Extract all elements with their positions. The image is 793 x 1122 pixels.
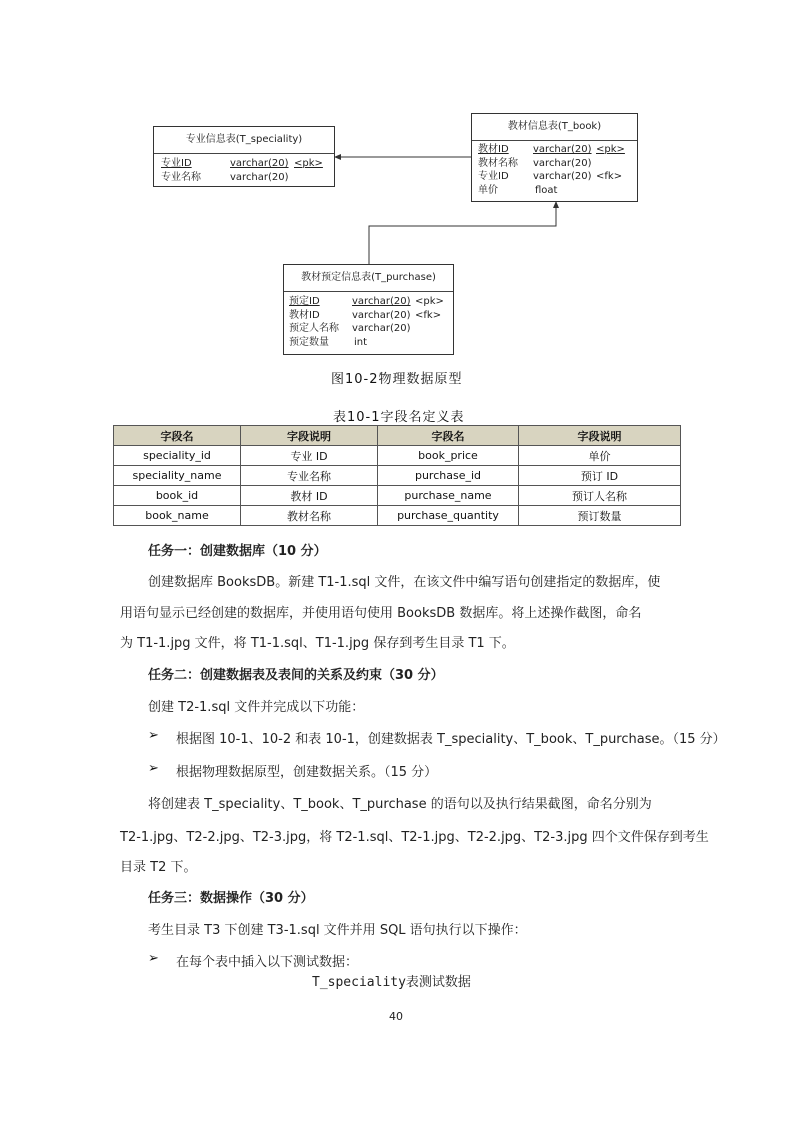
- bullet-arrow-icon: ➢: [148, 728, 159, 743]
- table-row: [114, 446, 681, 466]
- table-cell: 预订数量: [519, 506, 681, 526]
- table-cell: 专业名称: [241, 466, 378, 486]
- table-cell: purchase_quantity: [378, 506, 519, 526]
- task2-line: 将创建表 T_speciality、T_book、T_purchase 的语句以及执行结果截图，命名分别为: [148, 797, 652, 812]
- field-definition-table: [113, 425, 681, 526]
- field-key: <pk>: [596, 144, 625, 155]
- column-header: 字段说明: [519, 426, 681, 446]
- field-type: int: [354, 336, 368, 348]
- task2-heading: 任务二：创建数据表及表间的关系及约束（30 分）: [148, 668, 444, 683]
- field-type: varchar(20): [352, 323, 411, 334]
- task2-bullet: 根据物理数据原型，创建数据关系。（15 分）: [176, 765, 438, 780]
- fk-line-purchase-book: [369, 204, 556, 264]
- field-type: varchar(20): [533, 144, 592, 155]
- field-name: 单价: [478, 184, 498, 196]
- bullet-arrow-icon: ➢: [148, 951, 159, 966]
- column-header: 字段名: [114, 426, 241, 446]
- entity-row: [284, 322, 453, 336]
- entity-purchase: [283, 264, 454, 355]
- field-key: <fk>: [596, 171, 623, 182]
- arrow-head-book: [553, 201, 559, 208]
- task1-line: 创建数据库 BooksDB。新建 T1-1.sql 文件，在该文件中编写语句创建指定的数据库，使: [148, 575, 661, 590]
- field-name: 专业名称: [161, 171, 201, 183]
- table-cell: speciality_name: [114, 466, 241, 486]
- test-data-caption: T_speciality表测试数据: [312, 975, 471, 990]
- field-key: <pk>: [415, 296, 444, 307]
- field-type: varchar(20): [352, 296, 411, 307]
- table-cell: 预订人名称: [519, 486, 681, 506]
- bullet-arrow-icon: ➢: [148, 761, 159, 776]
- field-name: 预定ID: [289, 296, 320, 307]
- task2-line: 目录 T2 下。: [120, 860, 197, 875]
- task2-bullet: 根据图 10-1、10-2 和表 10-1，创建数据表 T_speciality、T_book、T_purchase。（15 分）: [176, 732, 726, 747]
- table-caption: 表10-1字段名定义表: [333, 410, 465, 425]
- entity-speciality: [153, 126, 335, 187]
- field-name: 教材名称: [478, 157, 518, 169]
- entity-book: [471, 113, 638, 202]
- table-cell: 单价: [519, 446, 681, 466]
- field-name: 教材ID: [478, 144, 509, 155]
- field-name: 预定数量: [289, 336, 329, 348]
- field-name: 预定人名称: [289, 323, 339, 334]
- task3-intro: 考生目录 T3 下创建 T3-1.sql 文件并用 SQL 语句执行以下操作：: [148, 923, 527, 938]
- task3-heading: 任务三：数据操作（30 分）: [148, 891, 314, 906]
- table-row: [114, 506, 681, 526]
- entity-row: [472, 143, 637, 157]
- task2-intro: 创建 T2-1.sql 文件并完成以下功能：: [148, 700, 365, 715]
- table-cell: book_price: [378, 446, 519, 466]
- field-type: varchar(20): [533, 171, 592, 182]
- table-row: [114, 466, 681, 486]
- entity-row: [472, 170, 637, 184]
- task1-heading: 任务一：创建数据库（10 分）: [148, 544, 327, 559]
- entity-row: [284, 336, 453, 350]
- table-cell: 教材 ID: [241, 486, 378, 506]
- task3-bullet: 在每个表中插入以下测试数据：: [176, 955, 359, 970]
- task1-line: 为 T1-1.jpg 文件，将 T1-1.sql、T1-1.jpg 保存到考生目录 T1 下。: [120, 636, 515, 651]
- field-name: 教材ID: [289, 309, 320, 321]
- entity-row: [284, 295, 453, 309]
- entity-row: [284, 309, 453, 323]
- figure-caption: 图10-2物理数据原型: [331, 372, 463, 387]
- field-type: varchar(20): [533, 157, 592, 169]
- field-type: varchar(20): [230, 171, 289, 183]
- table-cell: speciality_id: [114, 446, 241, 466]
- column-header: 字段说明: [241, 426, 378, 446]
- table-cell: 预订 ID: [519, 466, 681, 486]
- task2-line: T2-1.jpg、T2-2.jpg、T2-3.jpg，将 T2-1.sql、T2-1.jpg、T2-2.jpg、T2-3.jpg 四个文件保存到考生: [120, 830, 709, 845]
- table-cell: purchase_name: [378, 486, 519, 506]
- entity-row: [154, 171, 334, 185]
- field-name: 专业ID: [478, 171, 509, 182]
- table-cell: book_name: [114, 506, 241, 526]
- field-type: varchar(20): [352, 309, 411, 321]
- table-cell: purchase_id: [378, 466, 519, 486]
- table-cell: 专业 ID: [241, 446, 378, 466]
- entity-row: [472, 157, 637, 171]
- entity-title: 教材信息表(T_book): [472, 114, 637, 141]
- entity-row: [154, 157, 334, 171]
- entity-title: 专业信息表(T_speciality): [154, 127, 334, 154]
- entity-row: [472, 184, 637, 198]
- arrow-head-speciality: [334, 154, 341, 160]
- field-key: <fk>: [415, 309, 442, 321]
- table-header-row: [114, 426, 681, 446]
- table-row: [114, 486, 681, 506]
- field-key: <pk>: [294, 158, 323, 169]
- column-header: 字段名: [378, 426, 519, 446]
- field-type: float: [535, 184, 558, 196]
- table-cell: 教材名称: [241, 506, 378, 526]
- table-cell: book_id: [114, 486, 241, 506]
- task1-line: 用语句显示已经创建的数据库，并使用语句使用 BooksDB 数据库。将上述操作截图，命名: [120, 606, 642, 621]
- field-type: varchar(20): [230, 158, 289, 169]
- entity-title: 教材预定信息表(T_purchase): [284, 265, 453, 292]
- field-name: 专业ID: [161, 158, 192, 169]
- page-number: 40: [389, 1010, 403, 1023]
